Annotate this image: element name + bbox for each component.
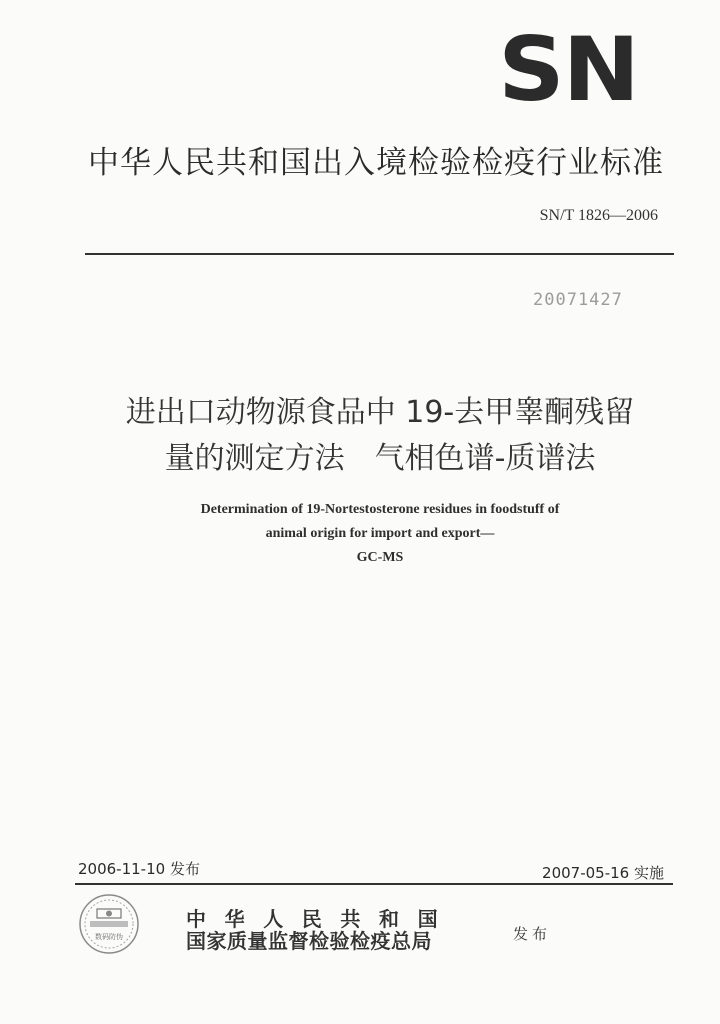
anti-counterfeit-seal-icon: [78, 893, 140, 955]
footer-divider: [75, 883, 673, 885]
standard-organization: 中华人民共和国出入境检验检疫行业标准: [88, 145, 664, 181]
seal-label: 数码防伪: [95, 933, 123, 941]
publisher: [186, 908, 456, 952]
title-english-line3: GC-MS: [356, 550, 404, 565]
title-english: [80, 498, 680, 570]
archive-stamp-number: 20071427: [533, 290, 623, 310]
title-english-line1: Determination of 19-Nortestosterone residues in foodstuff of: [200, 502, 560, 517]
publish-label: 发布: [513, 925, 552, 943]
title-english-line2: animal origin for import and export—: [265, 526, 495, 541]
sn-logo: SN: [498, 18, 638, 121]
issue-date: 2006-11-10 发布: [78, 860, 200, 878]
title-chinese-line2: 量的测定方法 气相色谱-质谱法: [164, 441, 596, 476]
implementation-date: 2007-05-16 实施: [542, 864, 664, 882]
header-divider: [85, 253, 674, 255]
title-chinese: [60, 390, 700, 482]
publisher-line1: 中华人民共和国: [186, 907, 457, 931]
standard-number: SN/T 1826—2006: [539, 207, 658, 224]
title-chinese-line1: 进出口动物源食品中 19-去甲睾酮残留: [125, 395, 635, 430]
publisher-line2: 国家质量监督检验检疫总局: [186, 929, 432, 953]
